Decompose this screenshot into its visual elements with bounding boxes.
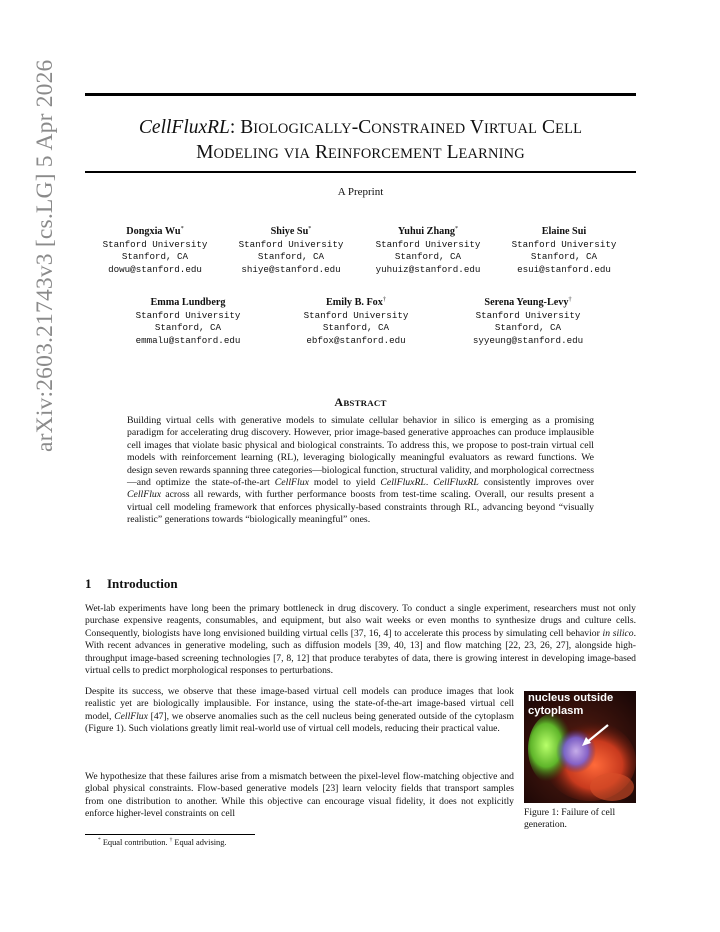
author-location: Stanford, CA (494, 322, 562, 334)
abstract-text: across all rewards, with further performance boosts from test-time scaling. Overall, our results present a virtual cell modeling framework that enforces physically-based constraints through RL, advancing beyond “visually realistic” generations towards “biologically meaningful” ones. (127, 489, 594, 526)
model-name: CellFluxRL (380, 477, 426, 489)
author-affiliation: Stanford University (511, 238, 617, 250)
author-block (353, 226, 503, 276)
model-name: CellFlux (274, 477, 309, 489)
author-affiliation: Stanford University (375, 238, 481, 250)
author-email: esui@stanford.edu (517, 263, 611, 275)
preprint-label: A Preprint (337, 186, 384, 198)
author-block (281, 297, 431, 347)
author-location: Stanford, CA (322, 322, 390, 334)
author-affiliation: Stanford University (135, 309, 241, 321)
figure-1-caption: Figure 1: Failure of cell generation. (524, 807, 616, 830)
author-name: Emily B. Fox (325, 297, 383, 308)
figure-1-cell-image (524, 691, 636, 803)
author-name: Elaine Sui (541, 226, 587, 237)
author-email: syyeung@stanford.edu (472, 334, 584, 346)
author-name: Dongxia Wu (126, 226, 181, 237)
author-location: Stanford, CA (530, 251, 598, 263)
footnote-rule (85, 834, 255, 835)
paragraph-text: Wet-lab experiments have long been the primary bottleneck in drug discovery. To conduct a single experiment, researchers must not only purchase expensive reagents, consumables, and equipment, but also wait weeks or even months to synthesize drugs and culture cells. Consequently, biologists have long envisioned building virtual cells [37, 16, 4] to accelerate this process by simulating cell behavior (85, 603, 636, 639)
paragraph-text: Despite its success, we observe that these image-based virtual cell models can produce images that look realistic yet are biologically implausible. For instance, using the state-of-the-art image-based virtual cell model, (85, 686, 514, 722)
author-affiliation: Stanford University (238, 238, 344, 250)
author-location: Stanford, CA (154, 322, 222, 334)
abstract-heading: ABSTRACT (334, 395, 387, 409)
author-block (216, 226, 366, 276)
section-heading-introduction (85, 576, 178, 592)
footnote (98, 838, 227, 847)
title-line-1-rest: : BIOLOGICALLY-CONSTRAINED VIRTUAL CELL (229, 117, 583, 138)
author-affiliation: Stanford University (475, 309, 581, 321)
abstract-body (127, 415, 594, 527)
author-email: shiye@stanford.edu (241, 263, 341, 275)
author-name: Serena Yeung-Levy (484, 297, 569, 308)
author-location: Stanford, CA (257, 251, 325, 263)
section-number: 1 (85, 576, 92, 591)
author-location: Stanford, CA (394, 251, 462, 263)
author-block (489, 226, 639, 276)
author-mark: * (180, 224, 184, 232)
abstract-text: Building virtual cells with generative models to simulate cellular behavior in silico is emerging as a promising paradigm for accelerating drug discovery. However, prior image-based generative approaches can produce implausible cell images that violate basic physical and biological constraints. To address this, we propose to post-train virtual cell models with reinforcement learning (RL), leveraging biologically meaningful evaluators as reward functions. We design seven rewards spanning three categories—biological function, structural validity, and morphological correctness—and optimize the state-of-the-art (127, 415, 594, 489)
section-title: Introduction (107, 576, 178, 591)
title-top-rule (85, 93, 636, 96)
paragraph-italic: CellFlux (114, 710, 148, 722)
author-name: Shiye Su (270, 226, 309, 237)
author-name: Yuhui Zhang (397, 226, 455, 237)
footnote-text: Equal advising. (172, 838, 227, 847)
author-mark: * (455, 224, 459, 232)
author-mark: † (568, 295, 572, 303)
author-email: yuhuiz@stanford.edu (375, 263, 481, 275)
model-name: CellFlux (127, 489, 162, 501)
title-line-1 (85, 116, 636, 141)
intro-paragraph-1 (85, 603, 636, 677)
footnote-mark: † (169, 837, 173, 844)
intro-paragraph-2 (85, 686, 514, 736)
overlay-line-2: cytoplasm (528, 705, 584, 717)
intro-paragraph-3: We hypothesize that these failures arise from a mismatch between the pixel-level flow-matching objective and global physical constraints. Flow-based generative models [23] learn velocity fields that transport samples from one distribution to another. While this objective can encourage visual fidelity, it does not explicitly enforce higher-level constraints on cell (85, 771, 514, 820)
figure-overlay-label (528, 692, 613, 718)
author-mark: † (382, 295, 386, 303)
author-affiliation: Stanford University (102, 238, 208, 250)
author-block (453, 297, 603, 347)
author-affiliation: Stanford University (303, 309, 409, 321)
paragraph-text: [47], we observe anomalies such as the cell nucleus being generated outside of the cytoplasm (Figure 1). Such violations greatly limit real-world use of virtual cell models, reducing their practical value. (85, 710, 515, 735)
author-block (113, 297, 263, 347)
author-location: Stanford, CA (121, 251, 189, 263)
model-name: CellFluxRL (433, 477, 479, 489)
title-bottom-rule (85, 171, 636, 173)
abstract-text: . (425, 477, 434, 489)
abstract-text: model to yield (308, 477, 381, 489)
author-email: dowu@stanford.edu (108, 263, 202, 275)
author-email: emmalu@stanford.edu (135, 334, 241, 346)
overlay-line-1: nucleus outside (528, 692, 614, 704)
footnote-text: Equal contribution. (100, 838, 170, 847)
footnote-mark: * (98, 837, 101, 844)
paragraph-text: . With recent advances in generative modeling, such as diffusion models [39, 40, 13] and flow matching [22, 23, 26, 27], alongside high-throughput image-based screening technologies [7, 8, 12] that produce terabytes of data, there is growing interest in developing image-based virtual cells to predict morphological responses to perturbations. (85, 627, 636, 677)
arxiv-sidebar-stamp: arXiv:2603.21743v3 [cs.LG] 5 Apr 2026 (32, 59, 58, 452)
author-block (80, 226, 230, 276)
paragraph-italic: in silico (602, 627, 634, 639)
paper-title (85, 116, 636, 166)
author-name: Emma Lundberg (150, 297, 226, 308)
author-email: ebfox@stanford.edu (306, 334, 406, 346)
title-italic-name: CellFluxRL (138, 117, 230, 138)
title-line-2: MODELING VIA REINFORCEMENT LEARNING (196, 142, 525, 163)
abstract-text: consistently improves over (478, 477, 594, 489)
author-mark: * (308, 224, 312, 232)
